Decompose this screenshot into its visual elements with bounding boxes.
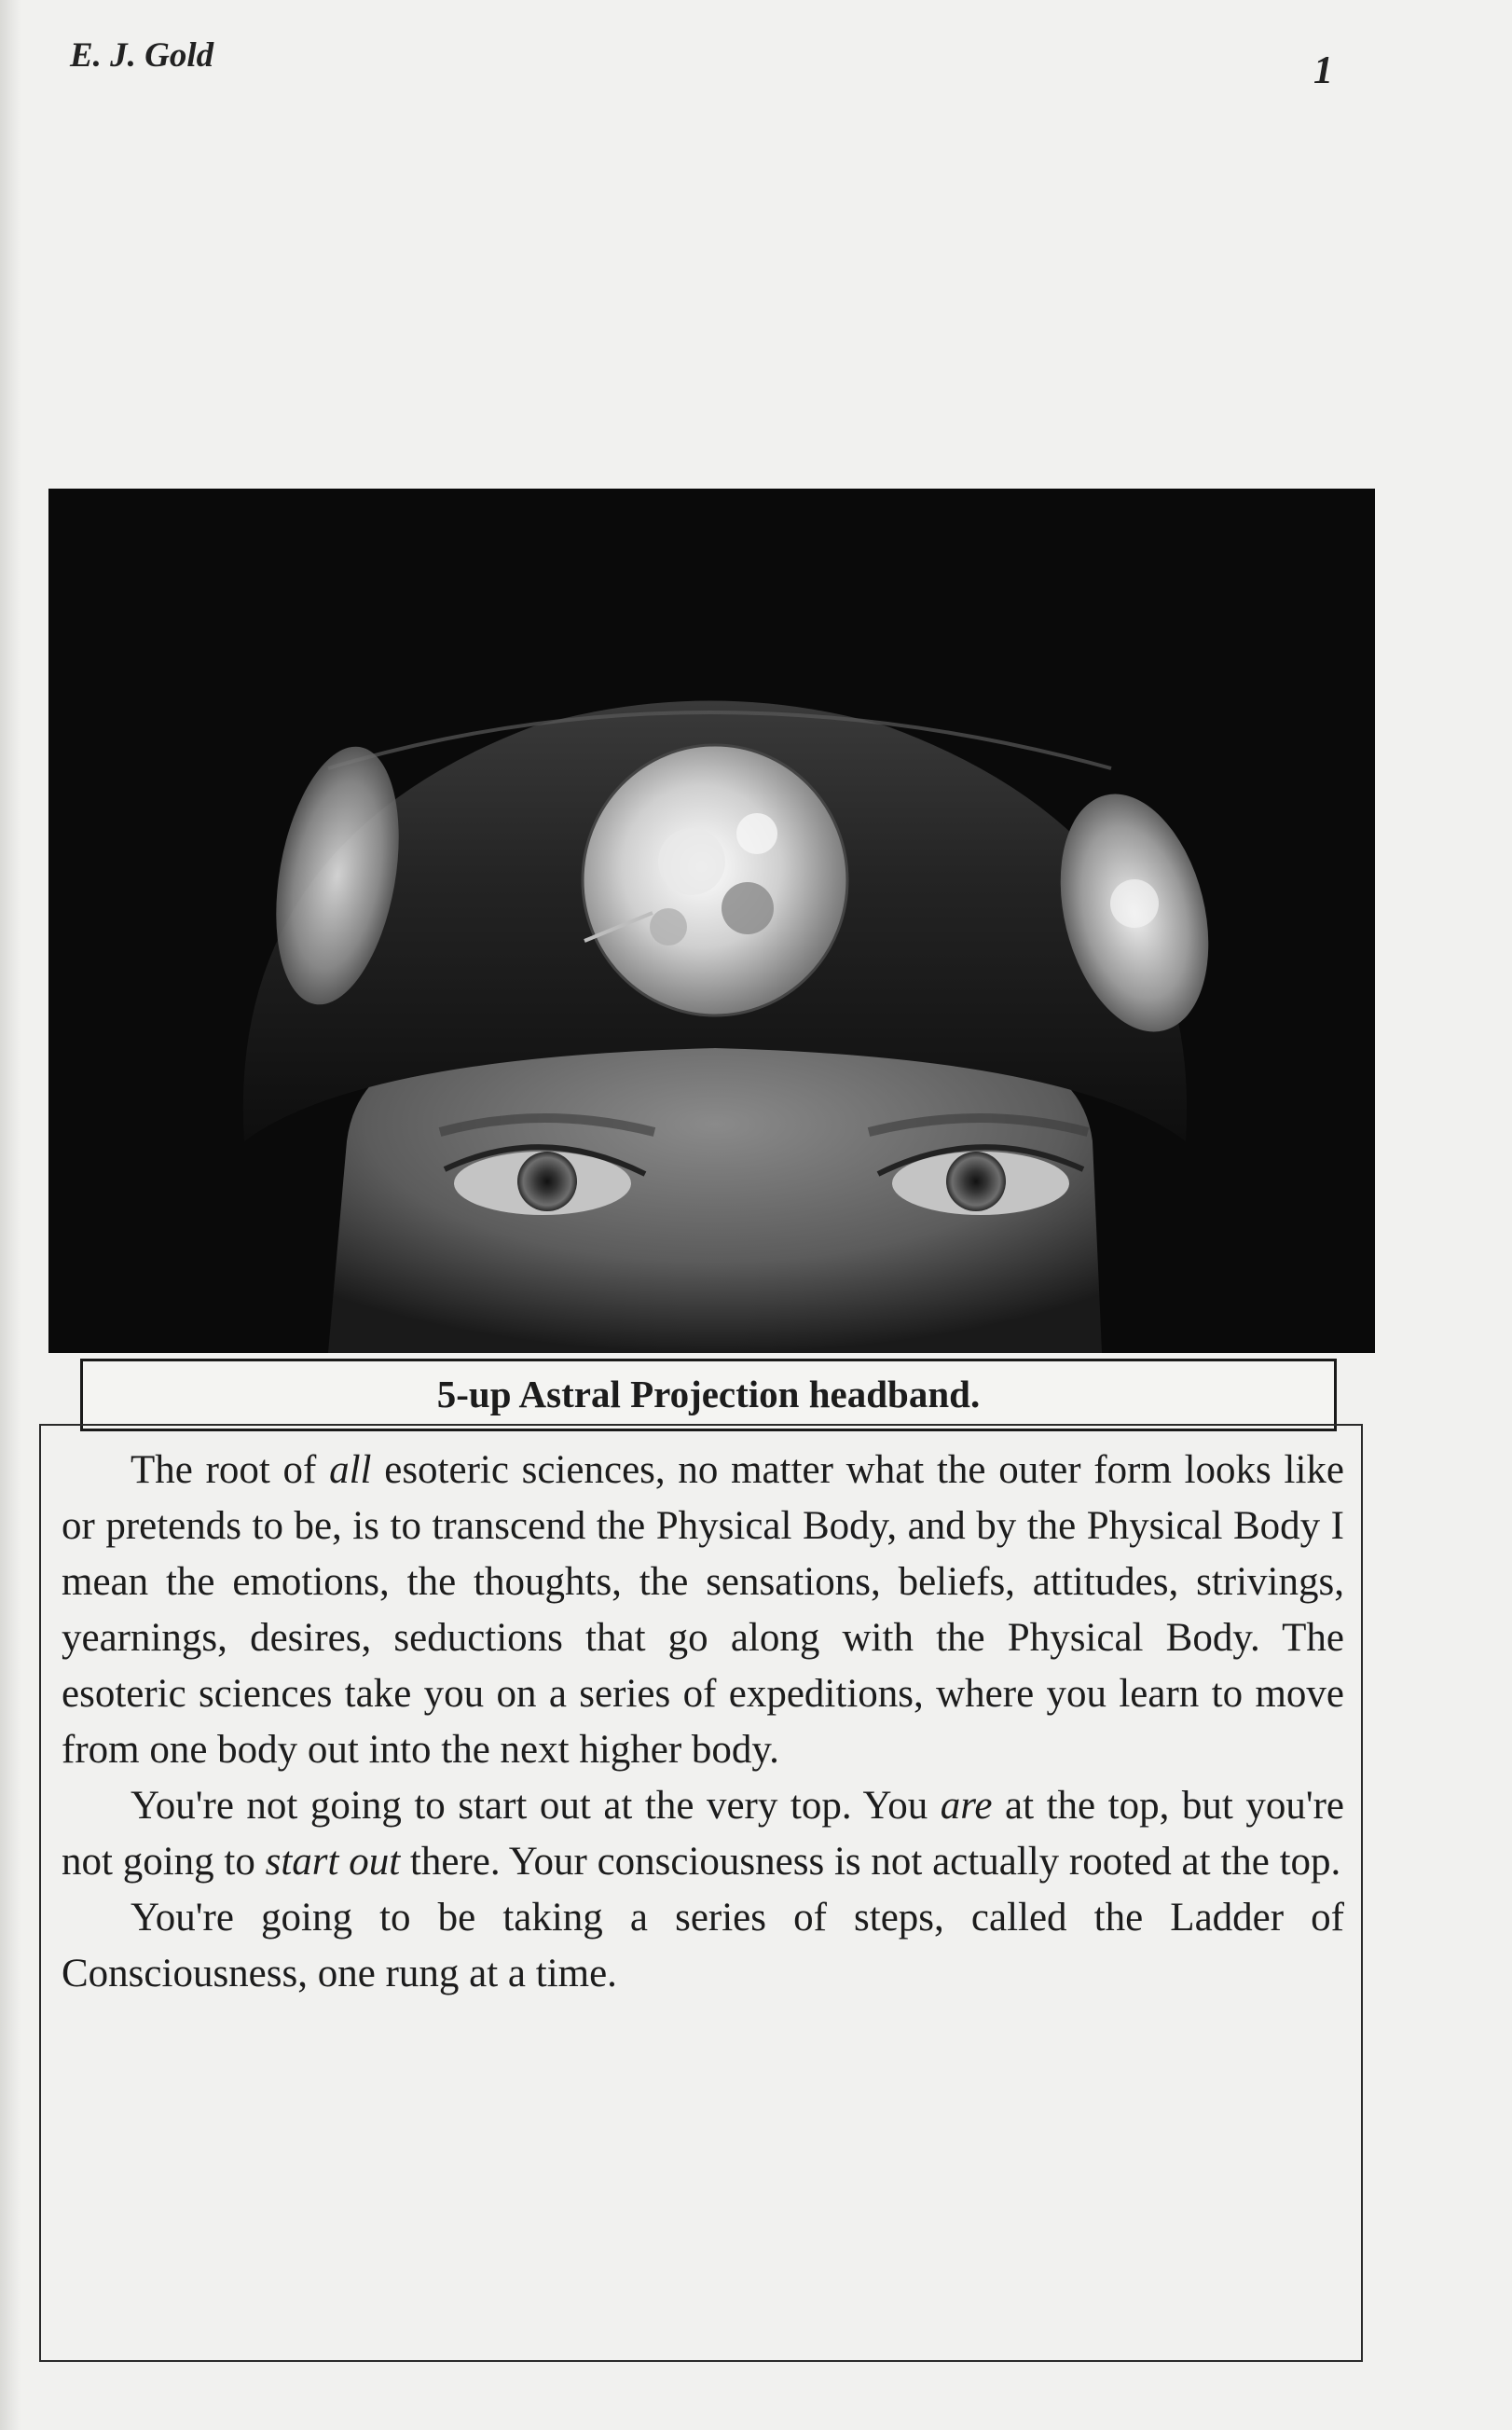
paragraph-2-run: at the top, but you're not going to bbox=[62, 1784, 1344, 1884]
paragraph-1 bbox=[62, 1443, 1344, 1778]
paragraph-2 bbox=[62, 1778, 1344, 1890]
running-header-author: E. J. Gold bbox=[70, 36, 214, 75]
body-text-box bbox=[39, 1424, 1363, 2362]
body-text bbox=[62, 1443, 1344, 2002]
paragraph-2-emphasis: start out bbox=[265, 1840, 401, 1884]
figure-caption-box bbox=[80, 1359, 1337, 1431]
paragraph-1-emphasis: all bbox=[329, 1448, 372, 1492]
headband-photo bbox=[48, 489, 1375, 1353]
paragraph-1-run: The root of bbox=[131, 1448, 330, 1492]
figure-caption: 5-up Astral Projection headband. bbox=[436, 1373, 981, 1415]
paragraph-2-run: You're not going to start out at the very top. You bbox=[131, 1784, 941, 1828]
page-edge-shadow bbox=[0, 0, 21, 2430]
paragraph-2-emphasis: are bbox=[940, 1784, 993, 1828]
paragraph-3 bbox=[62, 1890, 1344, 2002]
paragraph-1-run: esoteric sciences, no matter what the outer form looks like or pretends to be, is to transcend the Physical Body, and by the Physical Body I mean the emotions, the thoughts, the sensations, beliefs, attitudes, strivings, yearnings, desires, seductions that go along with the Physical Body. The esoteric sciences take you on a series of expeditions, where you learn to move from one body out into the next higher body. bbox=[62, 1448, 1344, 1772]
paragraph-3-run: You're going to be taking a series of steps, called the Ladder of Consciousness, one rung at a time. bbox=[62, 1896, 1344, 1995]
paragraph-2-run: there. Your consciousness is not actually rooted at the top. bbox=[400, 1840, 1341, 1884]
page-number: 1 bbox=[1313, 49, 1333, 92]
